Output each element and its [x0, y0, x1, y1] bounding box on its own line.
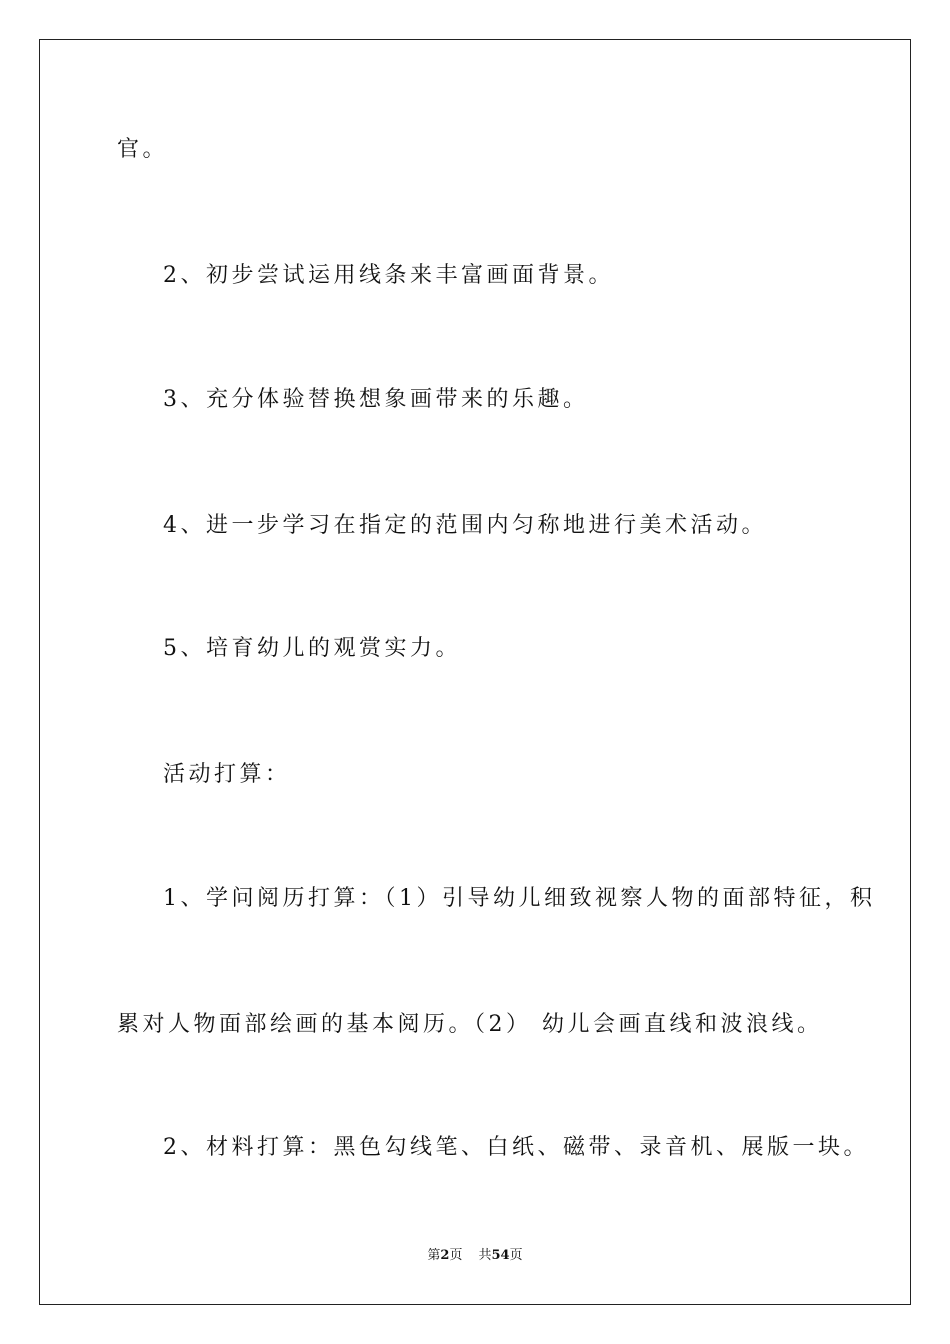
- page-suffix: 页: [449, 1248, 463, 1263]
- page-number: 2: [440, 1248, 450, 1263]
- total-suffix: 页: [509, 1248, 523, 1263]
- total-pages: 54: [491, 1248, 510, 1263]
- page-prefix: 第: [427, 1248, 441, 1263]
- text-line-prep-1-continued: 累对人物面部绘画的基本阅历。（2） 幼儿会画直线和波浪线。: [117, 1012, 823, 1037]
- text-line-prep-2: 2、材料打算：黑色勾线笔、白纸、磁带、录音机、展版一块。: [163, 1135, 869, 1160]
- text-line-prep-1: 1、学问阅历打算：（1）引导幼儿细致视察人物的面部特征，积: [163, 886, 876, 911]
- page-border: [39, 39, 911, 1305]
- page-footer: [0, 1247, 950, 1265]
- text-line-continuation: 官。: [117, 137, 169, 162]
- text-line-goal-4: 4、进一步学习在指定的范围内匀称地进行美术活动。: [163, 513, 767, 538]
- total-prefix: 共: [478, 1248, 492, 1263]
- text-line-goal-3: 3、充分体验替换想象画带来的乐趣。: [163, 387, 589, 412]
- text-line-goal-5: 5、培育幼儿的观赏实力。: [163, 636, 461, 661]
- text-line-goal-2: 2、初步尝试运用线条来丰富画面背景。: [163, 263, 614, 288]
- section-heading-preparation: 活动打算：: [163, 762, 291, 787]
